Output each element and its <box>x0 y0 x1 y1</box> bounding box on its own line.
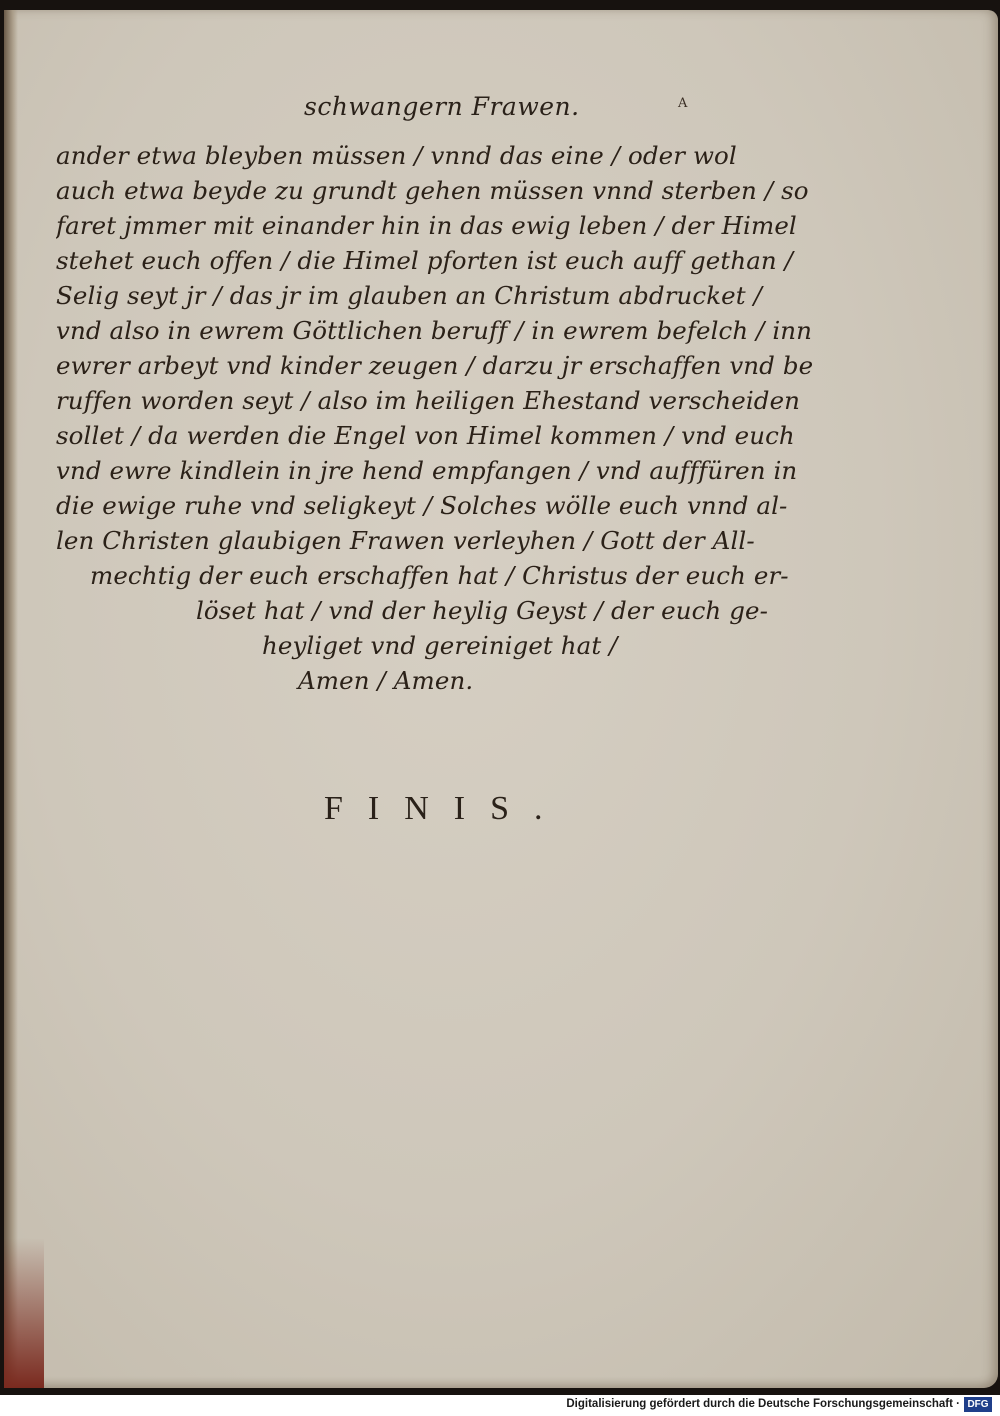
text-line: ruffen worden seyt / also im heiligen Ehestand verscheiden <box>56 386 801 415</box>
signature-mark: A <box>678 96 688 111</box>
text-line: len Christen glaubigen Frawen verleyhen / Gott der All- <box>56 526 755 555</box>
text-line: heyliget vnd gereiniget hat / <box>262 631 618 660</box>
page-gutter <box>4 10 18 1388</box>
book-page <box>4 10 998 1388</box>
text-line: mechtig der euch erschaffen hat / Christus der euch er- <box>90 561 789 590</box>
text-line: Selig seyt jr / das jr im glauben an Christum abdrucket / <box>56 281 762 310</box>
text-line: sollet / da werden die Engel von Himel kommen / vnd euch <box>56 421 795 450</box>
body-text <box>56 138 856 698</box>
text-line: ewrer arbeyt vnd kinder zeugen / darzu jr erschaffen vnd be <box>56 351 814 380</box>
footer-bar <box>0 1395 1000 1416</box>
text-line: auch etwa beyde zu grundt gehen müssen vnnd sterben / so <box>56 176 809 205</box>
dfg-logo: DFG <box>964 1397 992 1412</box>
text-line: ander etwa bleyben müssen / vnnd das eine / oder wol <box>56 141 737 170</box>
text-line: vnd also in ewrem Göttlichen beruff / in ewrem befelch / inn <box>56 316 813 345</box>
footer-credit: Digitalisierung gefördert durch die Deutsche Forschungsgemeinschaft · <box>566 1398 960 1410</box>
text-line: vnd ewre kindlein in jre hend empfangen / vnd aufffüren in <box>56 456 798 485</box>
text-line: löset hat / vnd der heylig Geyst / der euch ge- <box>196 596 768 625</box>
text-line: stehet euch offen / die Himel pforten ist euch auff gethan / <box>56 246 794 275</box>
text-line: die ewige ruhe vnd seligkeyt / Solches wölle euch vnnd al- <box>56 491 788 520</box>
finis-text: FINIS. <box>324 790 568 827</box>
running-head: schwangern Frawen. <box>304 92 580 121</box>
text-line: faret jmmer mit einander hin in das ewig leben / der Himel <box>56 211 797 240</box>
binding-edge <box>4 1238 44 1388</box>
text-line: Amen / Amen. <box>298 666 474 695</box>
